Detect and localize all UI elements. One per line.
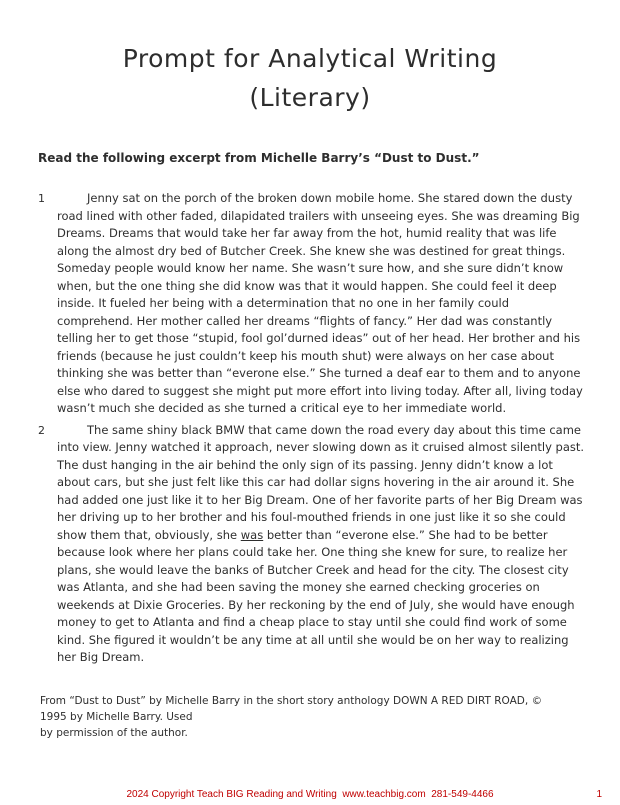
source-credit-line2: by permission of the author. bbox=[40, 726, 188, 739]
source-credit bbox=[40, 693, 572, 741]
excerpt-paragraph-2 bbox=[38, 422, 585, 667]
paragraph-text bbox=[57, 422, 585, 667]
paragraph-2-underlined-word: was bbox=[240, 527, 264, 542]
excerpt-body bbox=[38, 190, 585, 667]
footer-copyright: 2024 Copyright Teach BIG Reading and Writing www.teachbig.com 281-549-4466 bbox=[126, 789, 494, 800]
footer-page-number: 1 bbox=[596, 789, 602, 800]
paragraph-2-text-before: The same shiny black BMW that came down the road every day about this time came into view. Jenny watched it approach, never slowing down as it cruised almost silently past. The dust hanging in the air behind the only sign of its passing. Jenny didn’t know a lot about cars, but she just felt like this car had dollar signs hovering in the air around it. She had added one just like it to her Big Dream. One of her favorite parts of her Big Dream was her driving up to her brother and his foul-mouthed friends in one just like it so she could show them that, obviously, she bbox=[57, 422, 585, 542]
source-credit-line1: From “Dust to Dust” by Michelle Barry in the short story anthology DOWN A RED DIRT ROAD, © 1995 by Michelle Barry. Used bbox=[40, 694, 543, 723]
page-title-line2: (Literary) bbox=[249, 83, 371, 112]
page-title bbox=[0, 0, 620, 118]
page-title-line1: Prompt for Analytical Writing bbox=[122, 44, 498, 73]
paragraph-text bbox=[57, 190, 585, 418]
paragraph-number: 1 bbox=[38, 192, 45, 205]
excerpt-paragraph-1 bbox=[38, 190, 585, 418]
instruction-line: Read the following excerpt from Michelle Barry’s “Dust to Dust.” bbox=[38, 151, 480, 165]
paragraph-1-text: Jenny sat on the porch of the broken down mobile home. She stared down the dusty road lined with other faded, dilapidated trailers with unseeing eyes. She was dreaming Big Dreams. Dreams that would take her far away from the hot, humid reality that was life along the almost dry bed of Butcher Creek. She knew she was destined for great things. Someday people would know her name. She wasn’t sure how, and she sure didn’t know when, but the one thing she did know was that it would happen. She could feel it deep inside. It fueled her being with a determination that no one in her family could comprehend. Her mother called her dreams “flights of fancy.” Her dad was constantly telling her to get those “stupid, fool gol’durned ideas” out of her head. Her brother and his friends (because he just couldn’t keep his mouth shut) were always on her case about thinking she was better than “everone else.” She turned a deaf ear to them and to anyone else who dared to suggest she might put more effort into living today. After all, living today wasn’t much she decided as she turned a critical eye to her immediate world. bbox=[57, 191, 583, 415]
paragraph-number: 2 bbox=[38, 423, 45, 437]
paragraph-2-text-after: better than “everone else.” She had to be better because look where her plans could take her. One thing she knew for sure, to realize her plans, she would leave the banks of Butcher Creek and head for the city. The closest city was Atlanta, and she had been saving the money she earned checking groceries on weekends at Dixie Groceries. By her reckoning by the end of July, she would have enough money to get to Atlanta and find a cheap place to stay until she could find work of some kind. She figured it wouldn’t be any time at all until she would be on her way to realizing her Big Dream. bbox=[57, 527, 575, 664]
